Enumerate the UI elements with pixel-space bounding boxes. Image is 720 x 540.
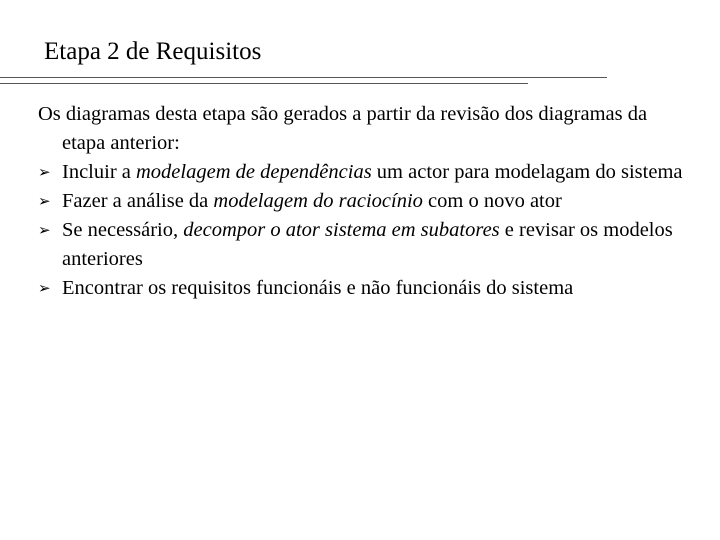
title-rule-lower [0, 83, 528, 84]
bullet-item [38, 216, 688, 274]
arrow-bullet-icon: ➢ [38, 279, 51, 297]
bullet-emphasis: modelagem de dependências [136, 161, 372, 183]
bullet-text: e revisar os modelos anteriores [62, 219, 673, 270]
title-rule-upper [0, 77, 607, 78]
slide-title: Etapa 2 de Requisitos [44, 38, 262, 65]
slide-body [38, 100, 688, 303]
bullet-text: Encontrar os requisitos funcionáis e não funcionáis do sistema [62, 277, 574, 299]
bullet-text: um actor para modelagam do sistema [371, 161, 683, 183]
bullet-item [38, 187, 688, 216]
bullet-text: com o novo ator [422, 190, 562, 212]
bullet-text: Fazer a análise da [62, 190, 214, 212]
arrow-bullet-icon: ➢ [38, 221, 51, 239]
bullet-text: Se necessário, [62, 219, 184, 241]
bullet-item [38, 274, 688, 303]
bullet-emphasis: modelagem do raciocínio [213, 190, 423, 212]
bullet-text: Incluir a [62, 161, 136, 183]
intro-paragraph: Os diagramas desta etapa são gerados a partir da revisão dos diagramas da etapa anterior: [38, 103, 648, 154]
bullet-item [38, 158, 688, 187]
arrow-bullet-icon: ➢ [38, 163, 51, 181]
bullet-emphasis: decompor o ator sistema em subatores [183, 219, 500, 241]
arrow-bullet-icon: ➢ [38, 192, 51, 210]
